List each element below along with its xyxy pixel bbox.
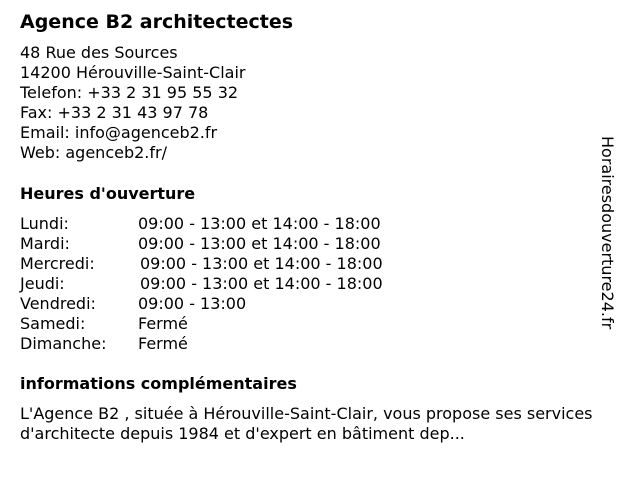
email-row [20,123,245,143]
fax-row [20,103,245,123]
hours-row-mercredi [20,254,383,274]
hours-day: Mercredi: [20,254,95,273]
page-title: Agence B2 architectectes [20,11,294,33]
hours-time: 09:00 - 13:00 et 14:00 - 18:00 [138,214,381,233]
hours-day: Jeudi: [20,274,65,293]
web-link[interactable]: agenceb2.fr/ [65,143,167,162]
hours-time: Fermé [138,314,188,333]
address-line-1: 48 Rue des Sources [20,43,178,62]
hours-day: Lundi: [20,214,69,233]
hours-time: 09:00 - 13:00 et 14:00 - 18:00 [138,234,381,253]
hours-day: Vendredi: [20,294,96,313]
hours-row-lundi [20,214,383,234]
fax-label: Fax: [20,103,53,122]
info-title: informations complémentaires [20,374,297,393]
hours-time: Fermé [138,334,188,353]
hours-row-mardi [20,234,383,254]
hours-row-jeudi [20,274,383,294]
watermark-text: Horairesdouverture24.fr [598,136,617,330]
web-label: Web: [20,143,61,162]
info-text: L'Agence B2 , située à Hérouville-Saint-Clair, vous propose ses services d'architecte depuis 1984 et d'expert en bâtiment dep... [20,404,593,443]
hours-time: 09:00 - 13:00 et 14:00 - 18:00 [140,274,383,293]
email-label: Email: [20,123,70,142]
phone-row [20,83,245,103]
hours-day: Samedi: [20,314,86,333]
phone-label: Telefon: [20,83,83,102]
hours-row-samedi [20,314,383,334]
hours-time: 09:00 - 13:00 et 14:00 - 18:00 [140,254,383,273]
hours-day: Mardi: [20,234,70,253]
fax-value: +33 2 31 43 97 78 [57,103,209,122]
hours-row-dimanche [20,334,383,354]
hours-table [20,214,383,354]
hours-title: Heures d'ouverture [20,184,196,203]
hours-time: 09:00 - 13:00 [138,294,247,313]
email-link[interactable]: info@agenceb2.fr [74,123,218,142]
address-line-2: 14200 Hérouville-Saint-Clair [20,63,246,82]
hours-day: Dimanche: [20,334,107,353]
contact-block [20,43,245,163]
hours-row-vendredi [20,294,383,314]
phone-value[interactable]: +33 2 31 95 55 32 [87,83,239,102]
web-row [20,143,245,163]
